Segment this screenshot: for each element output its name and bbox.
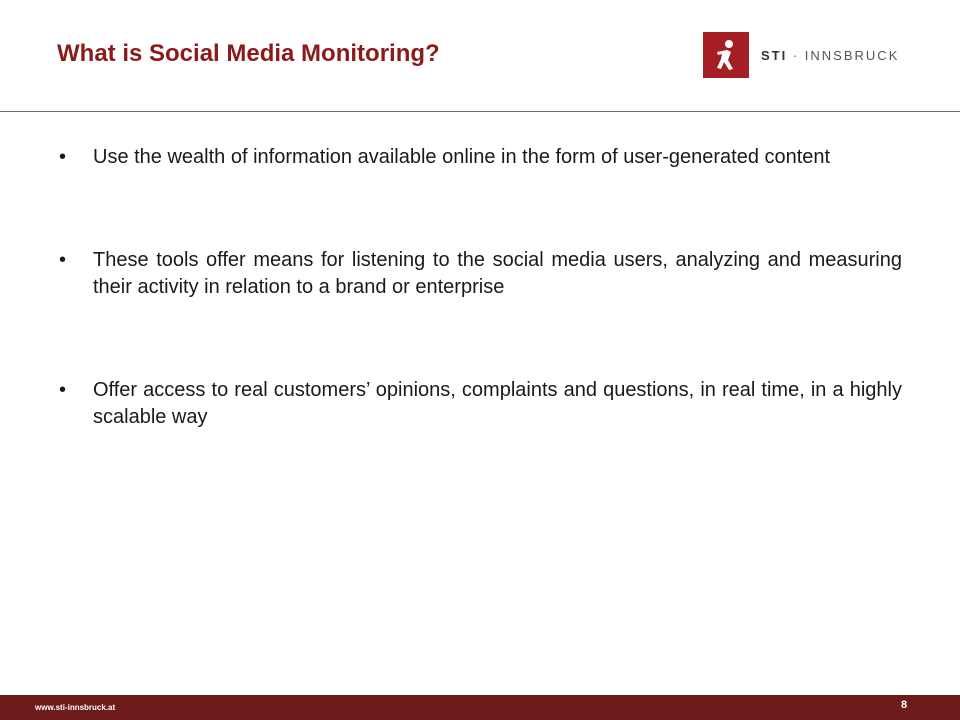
- title-divider: [0, 111, 960, 112]
- person-icon: [711, 38, 741, 72]
- logo-mark: [703, 32, 749, 78]
- logo-name: INNSBRUCK: [804, 47, 900, 63]
- bullet-marker: •: [59, 146, 67, 168]
- bullet-text: Use the wealth of information available online in the form of user-generated content: [93, 146, 831, 168]
- slide-title: What is Social Media Monitoring?: [57, 40, 440, 67]
- sti-innsbruck-logo: [703, 32, 899, 78]
- bullet-item: [57, 144, 902, 171]
- bullet-text: Offer access to real customers’ opinions, complaints and questions, in real time, in a highly scalable way: [93, 379, 902, 428]
- logo-wordmark: [761, 48, 899, 63]
- bullet-text: These tools offer means for listening to the social media users, analyzing and measuring their activity in relation to a brand or enterprise: [93, 249, 902, 298]
- footer-bar: [0, 695, 960, 720]
- page-number: 8: [901, 699, 908, 711]
- bullet-marker: •: [59, 249, 67, 271]
- logo-separator: ·: [787, 47, 805, 63]
- bullet-item: [57, 377, 902, 431]
- bullet-marker: •: [59, 379, 67, 401]
- logo-brand: STI: [761, 47, 788, 63]
- bullet-list: [57, 144, 902, 507]
- footer-url[interactable]: www.sti-innsbruck.at: [35, 703, 116, 712]
- bullet-item: [57, 247, 902, 301]
